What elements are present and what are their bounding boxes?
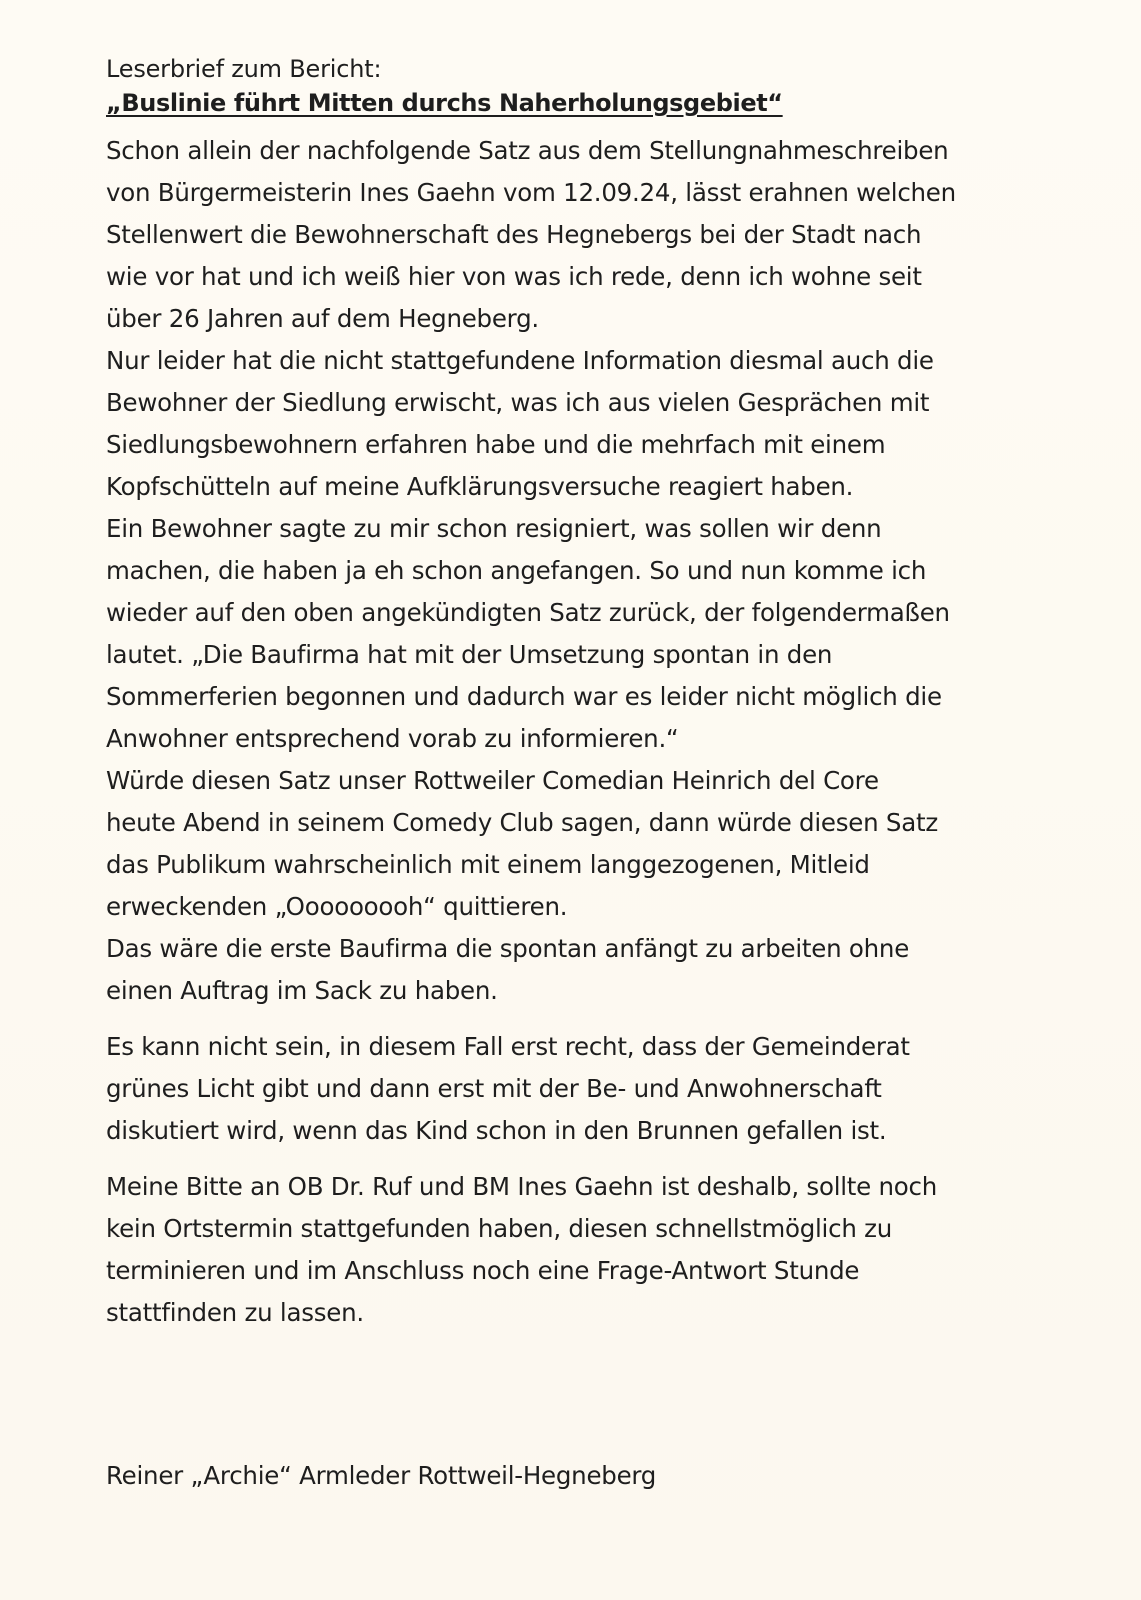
text-line: stattfinden zu lassen. [106,1298,364,1327]
text-line: lautet. „Die Baufirma hat mit der Umsetzung spontan in den [106,640,833,669]
letter-signature: Reiner „Archie“ Armleder Rottweil-Hegneberg [106,1461,657,1490]
text-line: grünes Licht gibt und dann erst mit der Be- und Anwohnerschaft [106,1074,882,1103]
text-line: wieder auf den oben angekündigten Satz zurück, der folgendermaßen [106,598,950,627]
paragraph-block-2 [106,1026,1066,1152]
text-line: Sommerferien begonnen und dadurch war es leider nicht möglich die [106,682,942,711]
text-line: von Bürgermeisterin Ines Gaehn vom 12.09.24, lässt erahnen welchen [106,178,956,207]
text-line: Kopfschütteln auf meine Aufklärungsversuche reagiert haben. [106,472,854,501]
article-headline: „Buslinie führt Mitten durchs Naherholungsgebiet“ [106,89,783,117]
text-line: erweckenden „Ooooooooh“ quittieren. [106,892,568,921]
text-line: einen Auftrag im Sack zu haben. [106,976,498,1005]
text-line: Ein Bewohner sagte zu mir schon resigniert, was sollen wir denn [106,514,882,543]
text-line: heute Abend in seinem Comedy Club sagen, dann würde diesen Satz [106,808,938,837]
text-line: diskutiert wird, wenn das Kind schon in den Brunnen gefallen ist. [106,1116,887,1145]
text-line: Meine Bitte an OB Dr. Ruf und BM Ines Gaehn ist deshalb, sollte noch [106,1172,938,1201]
text-line: kein Ortstermin stattgefunden haben, diesen schnellstmöglich zu [106,1214,893,1243]
letter-body [106,52,1066,1334]
text-line: terminieren und im Anschluss noch eine Frage-Antwort Stunde [106,1256,860,1285]
paragraph-block-3 [106,1166,1066,1334]
letter-intro: Leserbrief zum Bericht: [106,55,382,83]
text-line: Das wäre die erste Baufirma die spontan anfängt zu arbeiten ohne [106,934,910,963]
text-line: über 26 Jahren auf dem Hegneberg. [106,304,539,333]
text-line: Anwohner entsprechend vorab zu informieren.“ [106,724,679,753]
text-line: Siedlungsbewohnern erfahren habe und die mehrfach mit einem [106,430,886,459]
text-line: Stellenwert die Bewohnerschaft des Hegnebergs bei der Stadt nach [106,220,922,249]
text-line: wie vor hat und ich weiß hier von was ich rede, denn ich wohne seit [106,262,922,291]
text-line: Schon allein der nachfolgende Satz aus dem Stellungnahmeschreiben [106,136,949,165]
text-line: Würde diesen Satz unser Rottweiler Comedian Heinrich del Core [106,766,879,795]
text-line: das Publikum wahrscheinlich mit einem langgezogenen, Mitleid [106,850,870,879]
text-line: Bewohner der Siedlung erwischt, was ich aus vielen Gesprächen mit [106,388,930,417]
text-line: Es kann nicht sein, in diesem Fall erst recht, dass der Gemeinderat [106,1032,910,1061]
paragraph-block-1 [106,130,1066,1012]
text-line: Nur leider hat die nicht stattgefundene Information diesmal auch die [106,346,934,375]
text-line: machen, die haben ja eh schon angefangen. So und nun komme ich [106,556,927,585]
